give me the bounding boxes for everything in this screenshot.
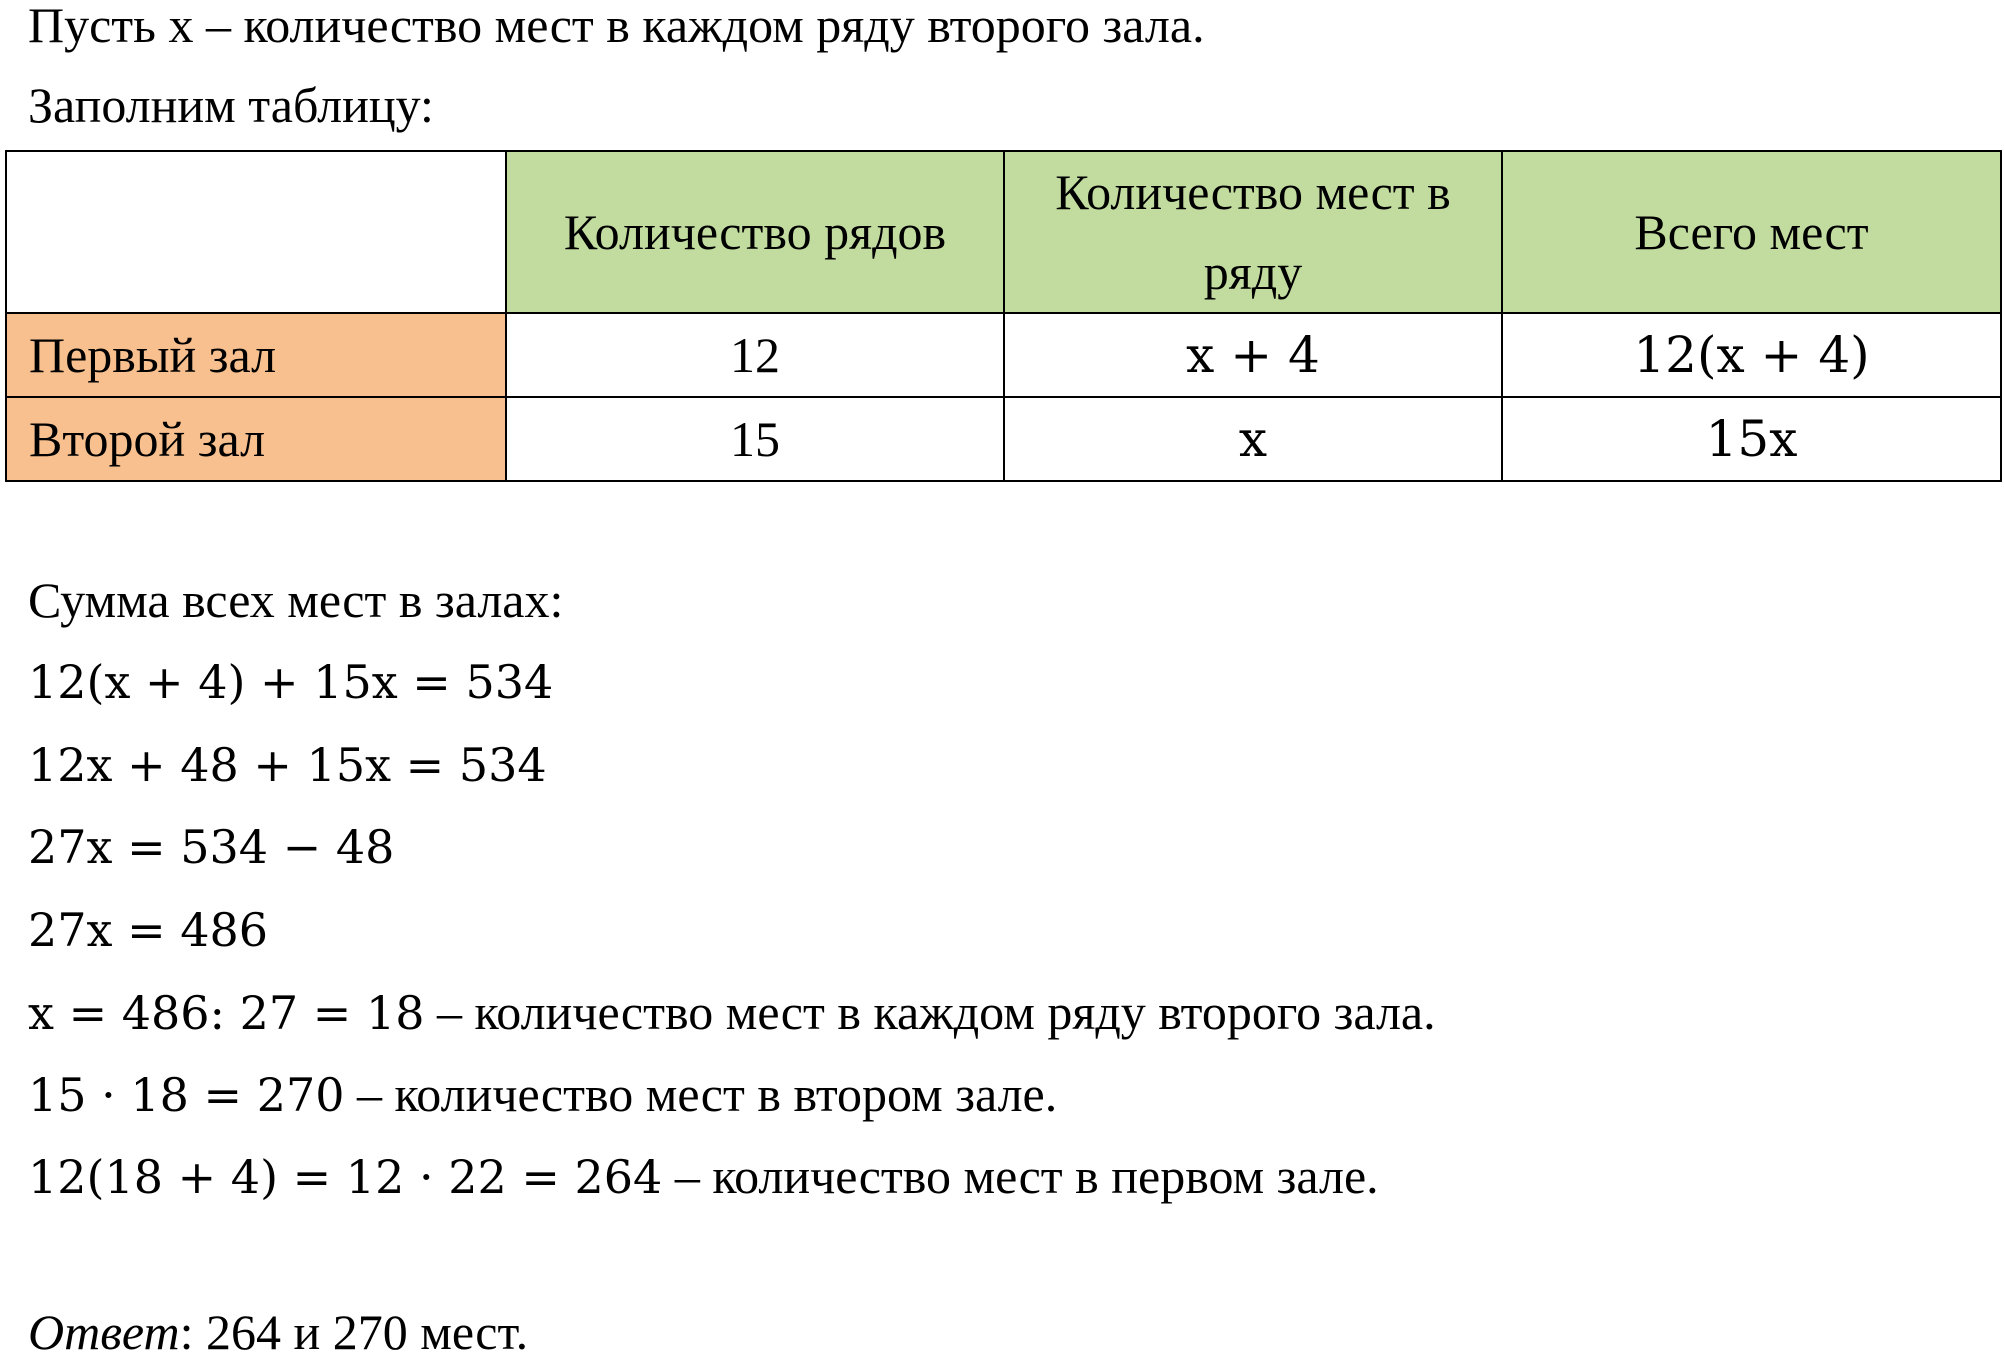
table-cell-rows-count: 12 — [506, 313, 1004, 397]
table-row — [6, 313, 2001, 397]
equation-5: x = 486: 27 = 18 — [28, 986, 425, 1040]
equation-5-line — [28, 982, 1436, 1043]
equation-3: 27x = 534 − 48 — [28, 820, 395, 874]
intro-line-2: Заполним таблицу: — [28, 77, 434, 133]
equation-4: 27x = 486 — [28, 903, 269, 957]
table-cell-total: 12(x + 4) — [1502, 313, 2001, 397]
table-header-row — [6, 151, 2001, 313]
answer-label: Ответ — [28, 1304, 180, 1360]
equation-1: 12(x + 4) + 15x = 534 — [28, 655, 554, 709]
equation-5-note: – количество мест в каждом ряду второго зала. — [424, 984, 1436, 1040]
answer-line — [28, 1302, 528, 1362]
table-header-seats-per-row: Количество мест в ряду — [1004, 151, 1502, 313]
table-cell-seats-per-row: x + 4 — [1004, 313, 1502, 397]
table-cell-seats-per-row: x — [1004, 397, 1502, 481]
answer-text: : 264 и 270 мест. — [179, 1304, 529, 1360]
table-row — [6, 397, 2001, 481]
table-row-label: Первый зал — [6, 313, 506, 397]
table-row-label: Второй зал — [6, 397, 506, 481]
equation-6-note: – количество мест в втором зале. — [344, 1066, 1058, 1122]
table-header-rows-count: Количество рядов — [506, 151, 1004, 313]
equation-2: 12x + 48 + 15x = 534 — [28, 738, 547, 792]
table-cell-rows-count: 15 — [506, 397, 1004, 481]
equation-7: 12(18 + 4) = 12 · 22 = 264 — [28, 1150, 663, 1204]
equation-6-line — [28, 1064, 1057, 1125]
intro-line-1: Пусть x – количество мест в каждом ряду второго зала. — [28, 0, 1205, 53]
equation-7-note: – количество мест в первом зале. — [662, 1148, 1379, 1204]
data-table — [5, 150, 2002, 482]
table-cell-total: 15x — [1502, 397, 2001, 481]
sum-title: Сумма всех мест в залах: — [28, 572, 564, 628]
table-header-empty — [6, 151, 506, 313]
equation-6: 15 · 18 = 270 — [28, 1068, 345, 1122]
equation-7-line — [28, 1146, 1379, 1207]
table-header-total: Всего мест — [1502, 151, 2001, 313]
